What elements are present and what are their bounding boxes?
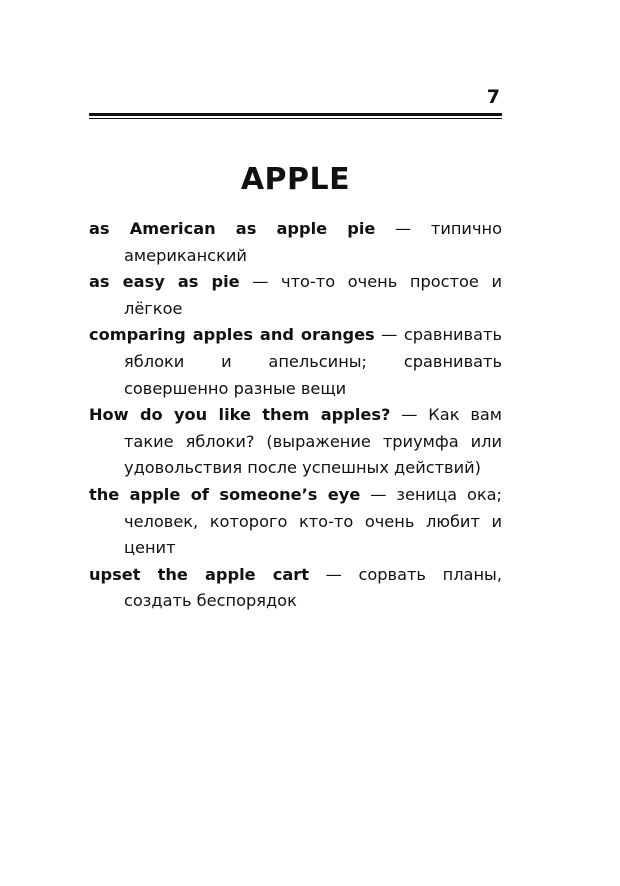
idiom-term: as American as apple pie [89,219,376,238]
idiom-definition: — Как вам такие яблоки? (выражение триумфа или удовольствия после успешных действий) [124,405,502,478]
idiom-term: comparing apples and oranges [89,325,375,345]
idiom-definition: — что-то очень простое и лёгкое [124,272,502,318]
idiom-term: the apple of someone’s eye [89,484,361,504]
idiom-list [89,216,502,615]
idiom-entry [89,322,502,402]
idiom-entry [89,562,502,615]
idiom-definition: — зеница ока; человек, которого кто-то очень любит и ценит [124,484,503,558]
idiom-term: How do you like them apples? [89,405,391,425]
idiom-term: upset the apple cart [89,564,309,584]
idiom-term: as easy as pie [89,272,240,292]
header-rule-thick [89,113,502,116]
idiom-definition: — типично американский [124,219,502,265]
header-rule-thin [89,118,502,119]
idiom-definition: — сорвать планы, создать беспорядок [124,564,502,611]
idiom-definition: — сравнивать яблоки и апельсины; сравнивать совершенно разные вещи [124,325,502,398]
section-title: APPLE [240,162,351,197]
idiom-entry [89,216,502,269]
idiom-entry [89,269,502,322]
page-number: 7 [486,86,500,108]
idiom-entry [89,402,502,482]
idiom-entry [89,482,502,562]
